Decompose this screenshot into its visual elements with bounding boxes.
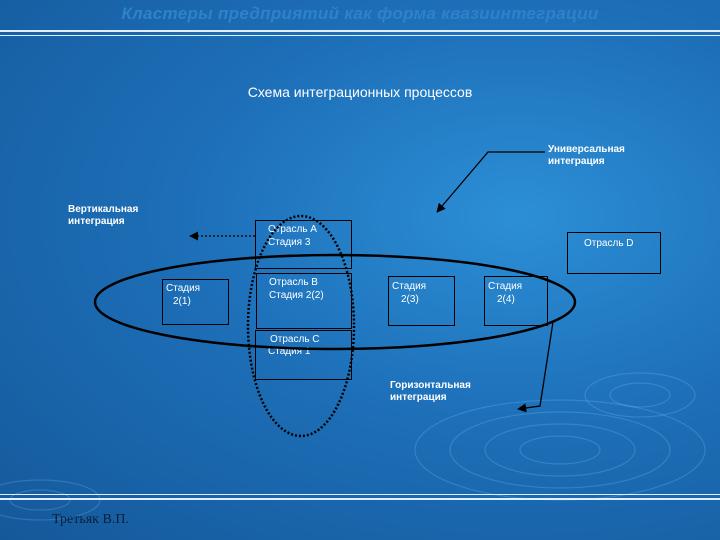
box-industry-b-line1: Отрасль В — [269, 277, 318, 288]
box-industry-a-line1: Отрасль А — [268, 224, 317, 235]
box-stage-2-3-line2: 2(3) — [401, 294, 419, 305]
label-vertical-line2: интеграция — [68, 216, 125, 227]
footer-divider-thick — [0, 498, 720, 500]
box-industry-b-line2: Стадия 2(2) — [269, 290, 324, 301]
box-stage-2-1-line1: Стадия — [166, 283, 201, 294]
box-stage-2-4-line1: Стадия — [488, 281, 523, 292]
diagram-subtitle: Схема интеграционных процессов — [247, 84, 473, 100]
box-stage-2-4-line2: 2(4) — [497, 294, 515, 305]
label-horizontal-line1: Горизонтальная — [390, 380, 471, 391]
horizontal-integration-ellipse — [95, 255, 575, 349]
box-industry-a-line2: Стадия 3 — [268, 237, 311, 248]
horizontal-integration-arrow — [518, 322, 553, 409]
slide-title: Кластеры предприятий как форма квазиинтеграции — [121, 4, 599, 23]
footer-divider — [0, 494, 720, 495]
vertical-integration-ellipse — [248, 216, 354, 436]
label-universal-line1: Универсальная — [548, 144, 625, 155]
label-vertical-line1: Вертикальная — [68, 204, 139, 215]
box-stage-2-1-line2: 2(1) — [173, 296, 191, 307]
author-footer: Третьяк В.П. — [52, 512, 129, 527]
label-universal-line2: интеграция — [548, 156, 605, 167]
box-industry-d-line1: Отрасль D — [584, 238, 634, 249]
box-industry-c-line1: Отрасль С — [270, 334, 320, 345]
box-stage-2-3-line1: Стадия — [392, 281, 427, 292]
universal-integration-arrow — [437, 152, 545, 212]
label-horizontal-line2: интеграция — [390, 392, 447, 403]
box-industry-c-line2: Стадия 1 — [268, 346, 311, 357]
